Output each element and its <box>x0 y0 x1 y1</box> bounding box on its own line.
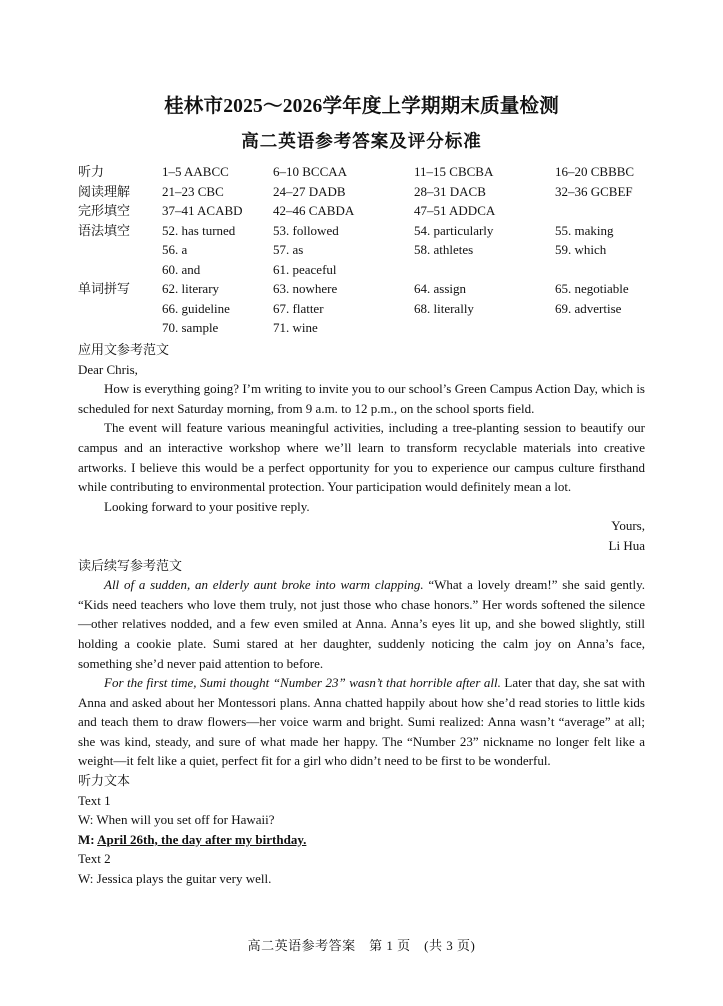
story-paragraph <box>78 673 645 771</box>
answer-cell: 65. negotiable <box>555 281 629 296</box>
answer-cell: 58. athletes <box>414 242 474 257</box>
story-text: Later that day, she sat with Anna and asked about her Montessori plans. Anna chatted happily about how she’d read stories to little kids and teach them to draw flowers—her voice warm and bright. Sumi realized: Anna wasn’t “average” at all; she was kind, steady, and sure of what made her happy. The “Number 23” nickname no longer felt like a weight—it felt like a quiet, perfect fit for a girl who didn’t need to be first to be wonderful. <box>78 675 645 769</box>
given-sentence: All of a sudden, an elderly aunt broke into warm clapping. <box>104 577 424 593</box>
speaker-label: M: <box>78 831 98 847</box>
answer-key <box>78 162 698 338</box>
answer-cell: 47–51 ADDCA <box>414 203 496 218</box>
transcript-text-label: Text 1 <box>78 792 111 808</box>
answer-cell: 70. sample <box>162 320 219 335</box>
letter-greeting: Dear Chris, <box>78 361 138 377</box>
transcript-heading: 听力文本 <box>78 773 131 789</box>
answer-cell: 61. peaceful <box>273 261 337 277</box>
story-text: “What a lovely dream!” she said gently. “Kids need teachers who love them truly, not just those who chase honors.” Her words softened the silence—other relatives nodded, and a few even smiled at Anna. Anna’s eyes lit up, and she bowed slightly, still holding a cookie plate. Sumi stared at her daughter, suddenly noticing the calm joy on Anna’s face, something she’d never paid attention to before. <box>78 577 646 671</box>
answer-cell: 56. a <box>162 242 188 257</box>
given-sentence: For the first time, Sumi thought “Number 23” wasn’t that horrible after all. <box>104 675 501 691</box>
answer-cell: 57. as <box>273 242 304 257</box>
answer-row-cloze <box>78 201 698 221</box>
answer-cell: 52. has turned <box>162 222 236 238</box>
letter-paragraph: How is everything going? I’m writing to invite you to our school’s Green Campus Action Day, which is scheduled for next Saturday morning, from 9 a.m. to 12 p.m., on the school sports field. <box>78 381 645 416</box>
answer-cell: 53. followed <box>273 222 339 238</box>
transcript-text-label: Text 2 <box>78 851 111 867</box>
answer-cell: 62. literary <box>162 281 220 296</box>
document-body <box>78 340 645 889</box>
answer-cell: 16–20 CBBBC <box>555 164 635 179</box>
answer-row-spelling-3 <box>78 318 698 338</box>
page-subtitle: 高二英语参考答案及评分标准 <box>241 131 482 151</box>
transcript-line: W: Jessica plays the guitar very well. <box>78 871 272 887</box>
applied-heading: 应用文参考范文 <box>78 342 170 357</box>
answer-cell: 67. flatter <box>273 300 324 316</box>
answer-cell: 28–31 DACB <box>414 183 486 199</box>
letter-signature: Li Hua <box>608 537 645 553</box>
answer-cell: 64. assign <box>414 281 466 296</box>
section-label: 完形填空 <box>78 203 131 218</box>
answer-cell: 59. which <box>555 242 607 257</box>
letter-paragraph: Looking forward to your positive reply. <box>104 498 310 514</box>
answer-row-grammar-2 <box>78 240 698 260</box>
answer-row-grammar-3 <box>78 260 698 280</box>
section-label: 单词拼写 <box>78 281 131 296</box>
answer-cell: 6–10 BCCAA <box>273 164 348 179</box>
page-footer: 高二英语参考答案 第 1 页 (共 3 页) <box>247 938 476 953</box>
answer-cell: 60. and <box>162 261 201 277</box>
answer-cell: 24–27 DADB <box>273 183 346 199</box>
answer-cell: 42–46 CABDA <box>273 203 355 218</box>
letter-paragraph: The event will feature various meaningful activities, including a tree-planting session to beautify our campus and an interactive workshop where we’ll learn to transform recyclable materials into creative artworks. I believe this would be a perfect opportunity for you to experience our campus culture firsthand while contributing to environmental protection. Your participation would definitely mean a lot. <box>78 420 645 495</box>
answer-cell: 71. wine <box>273 320 318 335</box>
answer-row-grammar <box>78 221 698 241</box>
section-label: 语法填空 <box>78 222 131 238</box>
story-paragraph <box>78 575 645 673</box>
transcript-line: W: When will you set off for Hawaii? <box>78 812 275 828</box>
answer-cell: 37–41 ACABD <box>162 203 243 218</box>
section-label: 听力 <box>78 164 105 179</box>
answer-cell: 11–15 CBCBA <box>414 164 494 179</box>
section-label: 阅读理解 <box>78 183 131 199</box>
answer-row-listening <box>78 162 698 182</box>
answer-cell: 63. nowhere <box>273 281 338 296</box>
answer-cell: 69. advertise <box>555 300 622 316</box>
continuation-heading: 读后续写参考范文 <box>78 557 183 573</box>
answer-cell: 21–23 CBC <box>162 183 224 199</box>
page-title: 桂林市2025～2026学年度上学期期末质量检测 <box>164 96 559 117</box>
answer-cell: 32–36 GCBEF <box>555 183 633 199</box>
highlighted-answer: April 26th, the day after my birthday. <box>97 831 307 847</box>
answer-row-spelling-2 <box>78 299 698 319</box>
answer-cell: 68. literally <box>414 300 474 316</box>
transcript-line <box>78 830 645 850</box>
letter-closing: Yours, <box>611 518 645 534</box>
answer-row-spelling <box>78 279 698 299</box>
answer-row-reading <box>78 182 698 202</box>
answer-cell: 54. particularly <box>414 222 494 238</box>
answer-cell: 66. guideline <box>162 300 230 316</box>
answer-cell: 55. making <box>555 222 614 238</box>
answer-cell: 1–5 AABCC <box>162 164 229 179</box>
